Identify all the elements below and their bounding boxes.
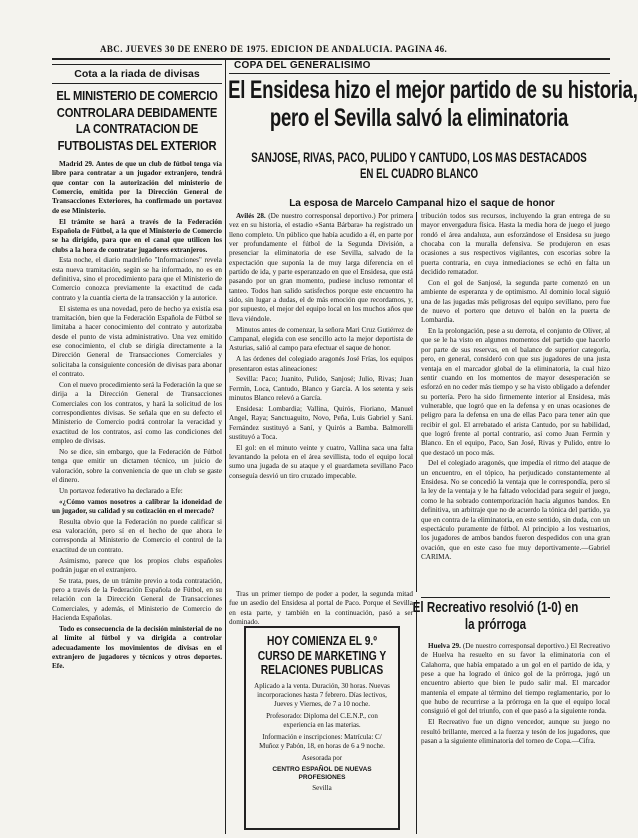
left-article-paragraph: No se dice, sin embargo, que la Federación de Fútbol tenga que emitir un dictamen técnico, un juicio de valoración, sobre la conveniencia de que un club se gaste el dinero. bbox=[52, 447, 222, 484]
left-article-paragraph: El trámite se hará a través de la Federación Española de Fútbol, a la que el Ministerio de Comercio se ha dirigido, para que en el canal que utilicen los clubs a la hora de contratar jugadores extranjeros. bbox=[52, 217, 222, 254]
left-article-paragraph: Esta noche, el diario madrileño "Informaciones" revela esta nueva tramitación, según se ha informado, no es en definitiva, sino el procedimiento para que el Ministerio de Comercio conozca previamente la exactitud de cada contrato y la cuantía cierta de la transacción y la autorice. bbox=[52, 256, 222, 302]
main-article-column-1 bbox=[229, 212, 413, 587]
main-article-paragraph: Minutos antes de comenzar, la señora Mari Cruz Gutiérrez de Campanal, elegida con ese sencillo acto la mejor deportista de Asturias, salió al campo para efectuar el saque de honor. bbox=[229, 325, 413, 353]
left-article-headline: EL MINISTERIO DE COMERCIO CONTROLARA DEBIDAMENTE LA CONTRATACION DE FUTBOLISTAS DEL EXTERIOR bbox=[56, 88, 218, 153]
left-article-paragraph: Todo es consecuencia de la decisión ministerial de no al límite al fútbol y va dirigida a controlar adecuadamente los movimientos de divisas en el extranjero de jugadores y técnicos y otros deportes. Efe. bbox=[52, 625, 222, 671]
ad-enrollment: Información e inscripciones: Matrícula: C/ Muñoz y Pabón, 18, en horas de 6 a 9 noche. bbox=[259, 732, 385, 750]
ad-sponsor: CENTRO ESPAÑOL DE NUEVAS PROFESIONES bbox=[272, 765, 372, 781]
recreativo-headline-line2: la prórroga bbox=[464, 617, 527, 633]
main-article-column-2 bbox=[421, 212, 610, 595]
main-article-paragraph: En la prolongación, pese a su derrota, el conjunto de Oliver, al que se le ha visto en algunos momentos del partido que hacerlo por parte de sus reservas, en el balance de superior categoría, pero, en general, consideró con que sus jugadores de una justa ventaja en el marcador global de la eliminatoria, la cual hizo sentir cuando en los momentos de mayor desesperación se esforzó en no ceder más tiempo y se ha visto obligado a defender su portería. Pero ha sido firmemente interior al Ensidesa, más vulnerable, que logró que en la defensa y en unas ocasiones de peligro para la defensa en una de ellas Paco para tener aún que recibir el gol. El arrebatado el arista Cantudo, por su habilidad, que logró frente al portal contrario, así como Juan Fermín y Blanco. En el equipo, Paco, San José, Rivas y Pulido, entre lo que destacó un poco más. bbox=[421, 327, 610, 457]
main-headline-line1: El Ensidesa hizo el mejor partido de su historia, bbox=[228, 76, 638, 104]
section-underline bbox=[229, 73, 610, 74]
ad-faculty: Profesorado: Diploma del C.E.N.P., con experiencia en las materias. bbox=[266, 711, 378, 729]
main-headline bbox=[228, 76, 638, 132]
section-label: COPA DEL GENERALISIMO bbox=[234, 60, 371, 71]
main-deck: La esposa de Marcelo Campanal hizo el saque de honor bbox=[289, 198, 555, 209]
ad-sponsor-label: Asesorada por bbox=[301, 753, 343, 762]
left-article-paragraph bbox=[52, 160, 222, 216]
left-article-paragraph: Se trata, pues, de un trámite previo a toda contratación, pero a través de la Federación Española de Fútbol, en su relación con la Dirección General de Transacciones Comerciales, y además, el Ministerio de Comercio de Hacienda Españolas. bbox=[52, 576, 222, 623]
main-headline-line2: pero el Sevilla salvó la eliminatoria bbox=[269, 104, 569, 132]
ad-title: HOY COMIENZA EL 9.º CURSO DE MARKETING Y RELACIONES PUBLICAS bbox=[257, 634, 387, 677]
main-article-paragraph: tribución todos sus recursos, incluyendo la gran entrega de su mayor envergadura física. Hasta la media hora de juego el juego rondó el área andaluza, aun esforzándose el Ensidesa su juego chocaba con la muralla defensiva. Se produjeron en esas ocasiones a sus respectivos vigilantes, con escorias sobre la puerta contraria, en cuya inmediaciones se echó en falta un decidido rematador. bbox=[421, 212, 610, 277]
marketing-course-ad bbox=[244, 626, 400, 830]
left-article-paragraph: El sistema es una novedad, pero de hecho ya existía esa tramitación, bien que la Federación Española de Fútbol se limitaba a hacer conocimiento del contrato y autorizaba desde el punto de vista administrativo. Una vez emitido ese conocimiento, el club se dirigía directamente a la Dirección General de Transacciones Comerciales y solicitaba la consiguiente concesión de divisas para abonar el contrato. bbox=[52, 304, 222, 379]
dateline: Avilés 28. bbox=[236, 212, 266, 220]
main-article-paragraph: Ensidesa: Lombardia; Vallina, Quirós, Fioriano, Manuel Angel, Raya; Sanctuaguito, Novo, Peña, Luis Gabriel y Saní. Fernández sustituyó a Saní, y Quirós a Bamba. Balmorelli sustituyó a Toca. bbox=[229, 404, 413, 441]
main-subheadline-line2: EN EL CUADRO BLANCO bbox=[359, 165, 479, 181]
main-article-paragraph: Del el colegiado aragonés, que impedía el ritmo del ataque de un encuentro, en el tópico, ha perjudicado constantemente al Ensidesa. No se concedió la ventaja que le correspondía, pero sí la ley de la ventaja y le ha faltado velocidad para seguir el juego, como le ha sobrado contemporización hacia algunos bandos. En definitiva, un arbitraje que no de acuerdo la tónica del partido, ya que en contra de la eliminatoria, en este sentido, sin duda, con un espectáculo puramente de fútbol. Al principio a los vestuarios, los jugadores de ambos bandos fueron despedidos con una gran ovación, que en este caso fue muy deportivamente.—Gabriel CARIMA. bbox=[421, 459, 610, 561]
ad-details: Aplicado a la venta. Duración, 30 horas. Nuevas incorporaciones hasta 7 febrero. Días lectivos, Jueves y Viernes, de 7 a 10 noche. bbox=[254, 681, 390, 708]
recreativo-paragraph: El Recreativo fue un digno vencedor, aunque su juego no resultó brillante, merced a la fuerza y tesón de los jugadores, que pasan a la siguiente eliminatoria del torneo de Copa.—Cifra. bbox=[421, 718, 610, 745]
left-article-kicker: Cota a la riada de divisas bbox=[52, 64, 222, 84]
main-article-column-1-continued bbox=[229, 590, 413, 627]
recreativo-rule bbox=[421, 597, 610, 598]
main-article-paragraph bbox=[229, 212, 413, 324]
left-article bbox=[52, 64, 222, 834]
recreativo-headline bbox=[404, 600, 587, 634]
column-rule-middle bbox=[416, 212, 417, 592]
main-subheadline bbox=[233, 150, 605, 181]
recreativo-article bbox=[421, 642, 610, 836]
recreativo-headline-line1: El Recreativo resolvió (1-0) en bbox=[412, 600, 579, 616]
paragraph-text: Antes de que un club de fútbol tenga vía libre para contratar a un jugador extranjero, tendrá que contar con la autorización del ministerio de Comercio, emitida por la Dirección General de Transacciones Exteriores, ha confirmado un portavoz de ese Ministerio. bbox=[52, 160, 223, 215]
left-article-paragraph: Resulta obvio que la Federación no puede calificar si esa valoración, pero sí en el hecho de que ahora le corresponda al Ministerio de Comercio el control de la exactitud de un contrato. bbox=[52, 517, 222, 554]
left-article-paragraph: Con el nuevo procedimiento será la Federación la que se dirija a la Dirección General de Transacciones Comerciales con los contratos, y hará la solicitud de los correspondientes divisas. Se señala que en su defecto el Ministerio de Comercio podrá controlar la veracidad y exactitud de los contratos, así como las condiciones del empleo de divisas. bbox=[52, 380, 222, 445]
column-rule-left bbox=[225, 60, 226, 834]
dateline: Madrid 29. bbox=[59, 160, 94, 168]
paragraph-text: (De nuestro corresponsal deportivo.) El Recreativo de Huelva ha resuelto en su favor la eliminatoria con el Calahorra, que había empatado a un gol en el partido de ida, y pese a que ha logrado el único gol de la prórroga, jugó un encuentro abierto que bien le pudo salir mal. El marcador mantenía el empate al término del tiempo reglamentario, por lo que hubo de recurrirse a la prórroga en la que el equipo local consiguió el gol del triunfo, con el que pasó a la siguiente ronda. bbox=[421, 642, 611, 716]
left-article-body bbox=[52, 160, 222, 672]
paragraph-text: (De nuestro corresponsal deportivo.) Por primera vez en su historia, el estadio «Santa Bárbara» ha registrado un lleno completo. Un público que había acudido a él, en parte por ver profundamente el fútbol de la Segunda División, a presenciar la eliminatoria de ese Sevilla, salvado de la expectación que suponía la de muy larga diferencia en el partido de ida, y parte esperanzado en que el Ensidesa, que está pasando por un gran momento, pudiese incluso remontar el tanteo. Todos han salido satisfechos porque este encuentro ha sido, sin lugar a dudas, el de más emoción que recordamos, y, por supuesto, el mejor del equipo local en los muchos años que lleva viéndole. bbox=[229, 212, 414, 323]
left-article-quote: «¿Cómo vamos nosotros a calibrar la idoneidad de un jugador, su calidad y su cotización en el mercado? bbox=[52, 497, 222, 515]
main-subheadline-line1: SANJOSE, RIVAS, PACO, PULIDO Y CANTUDO, LOS MAS DESTACADOS bbox=[251, 150, 587, 165]
left-article-paragraph: Asimismo, parece que los propios clubs españoles podrán jugar en el extranjero. bbox=[52, 556, 222, 574]
left-article-paragraph: Un portavoz federativo ha declarado a Efe: bbox=[59, 486, 183, 495]
main-article-paragraph: Tras un primer tiempo de poder a poder, la segunda mitad fue un asedio del Ensidesa al portal de Paco. Porque el Sevilla en esta parte, y también en la continuación, pasó a ser dominado. bbox=[229, 590, 413, 627]
main-article-paragraph: El gol: en el minuto veinte y cuatro, Vallina saca una falta levantando la pelota en el área sevillista, todo el equipo local sumo una jugada de su ataque y el guardameta sevillano Paco conseguía desvió un tiro cruzado impecable. bbox=[229, 443, 413, 480]
recreativo-paragraph bbox=[421, 642, 610, 717]
main-article-paragraph: Con el gol de Sanjosé, la segunda parte comenzó en un ambiente de esperanza y de optimismo. Al dominio local siguió una de las jugadas más peligrosas del equipo sevillano, pero fue de nuevo el portero que detuvo el balón en la puerta de Lombardia. bbox=[421, 278, 610, 325]
main-article-paragraph: Sevilla: Paco; Juanito, Pulido, Sanjosé; Julio, Rivas; Juan Fermín, Loca, Cantudo, Blanco y García. A los setenta y seis minutos Blanco relevó a García. bbox=[229, 375, 413, 403]
dateline: Huelva 29. bbox=[428, 642, 461, 650]
ad-city: Sevilla bbox=[312, 783, 332, 792]
main-article-paragraph: A las órdenes del colegiado aragonés José Frías, los equipos presentaron estas alineaciones: bbox=[229, 355, 413, 373]
page-header: ABC. JUEVES 30 DE ENERO DE 1975. EDICION DE ANDALUCIA. PAGINA 46. bbox=[100, 44, 448, 54]
column-rule-bottom-middle bbox=[416, 600, 417, 834]
